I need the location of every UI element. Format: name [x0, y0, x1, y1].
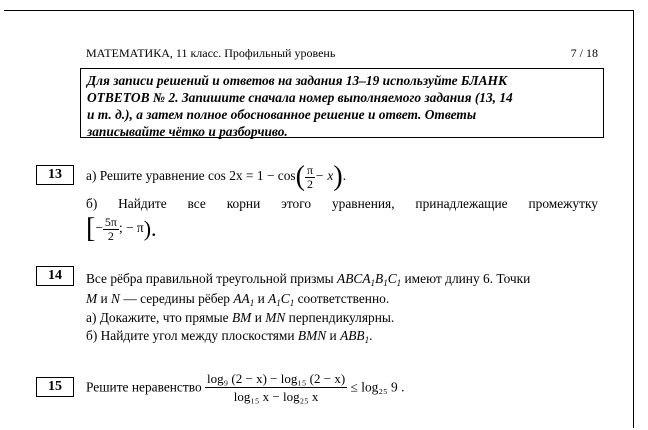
plane-abb1: $ABB_1$ [340, 328, 370, 345]
edge-label: AA [233, 291, 250, 306]
task-number-15: 15 [36, 377, 74, 397]
inequality-rhs: ≤ log₂₅ 9 . [350, 379, 405, 395]
plane-bmn: BMN [297, 328, 327, 343]
paren-close: ). [143, 216, 157, 241]
task-13-a-equation: cos 2x = 1 − cos [208, 168, 296, 184]
page-number: 7 / 18 [570, 46, 598, 60]
text: имеют длину [404, 271, 480, 286]
task-14-part-a [86, 309, 394, 327]
prism-base: ABCA [337, 271, 371, 286]
interval-rest: ; − π [118, 220, 144, 236]
text: и [100, 291, 108, 306]
task-number-13: 13 [36, 165, 74, 185]
inequality-fraction [205, 370, 347, 405]
frac-den: 2 [307, 176, 313, 191]
frac-den: 2 [107, 228, 114, 243]
text: и [329, 328, 337, 343]
task-13-a-rest: − x [315, 168, 334, 184]
task-13-b-interval [86, 215, 598, 243]
plane-label: ABB [340, 328, 365, 343]
task-14-part-b [86, 327, 372, 349]
frac-num: 5π [104, 214, 117, 229]
task-13-a-text: а) Решите уравнение [86, 168, 205, 184]
point-n: N [111, 291, 120, 306]
point-m: M [86, 291, 98, 306]
text: . Точки [489, 271, 531, 286]
text: а) Докажите, что прямые [86, 310, 229, 325]
instructions-box [80, 68, 604, 138]
task-13-part-a [86, 163, 346, 191]
text: . [369, 328, 373, 343]
edge-aa1: $AA_1$ [233, 291, 255, 308]
text: и [254, 310, 262, 325]
task-number-14: 14 [36, 266, 74, 286]
text: перпендикулярны. [288, 310, 395, 325]
edge-a1c1: $A_1C_1$ [268, 291, 295, 308]
line-bm: BM [231, 310, 252, 325]
fraction-5pi-2 [103, 216, 119, 243]
instructions-line: и т. д.), а затем полное обоснованное решение и ответ. Ответы [87, 107, 477, 122]
text: и [257, 291, 265, 306]
minus: − [95, 220, 103, 236]
text: Все рёбра правильной треугольной призмы [86, 271, 334, 286]
task-13-b-text: б) Найдите все корни этого уравнения, принадлежащие промежутку [86, 196, 598, 211]
prism-name: $ABCA_1B_1C_1$ [337, 271, 402, 288]
fraction-pi-2 [305, 164, 315, 191]
instructions-line: записывайте чётко и разборчиво. [87, 124, 288, 139]
task-15-statement [86, 370, 404, 405]
frac-num: π [306, 162, 314, 177]
frac-den: log₁₅ x − log₂₅ x [233, 389, 319, 404]
instructions-line: ОТВЕТОВ № 2. Запишите сначала номер выполняемого задания (13, 14 [87, 90, 513, 105]
bracket-open: [ [86, 213, 96, 244]
task-14-line-1 [86, 270, 530, 292]
frac-num: log₉ (2 − x) − log₁₅ (2 − x) [207, 371, 346, 386]
header-title: МАТЕМАТИКА, 11 класс. Профильный уровень [86, 46, 336, 60]
task-13-part-b [86, 195, 598, 243]
line-mn: MN [265, 310, 286, 325]
edge-label: A [268, 291, 277, 306]
instructions-line: Для записи решений и ответов на задания 13–19 используйте БЛАНК [87, 73, 508, 88]
text: — середины рёбер [123, 291, 230, 306]
text: соответственно. [297, 291, 390, 306]
text: б) Найдите угол между плоскостями [86, 328, 295, 343]
edge-length: 6 [483, 271, 490, 286]
period: . [342, 168, 347, 184]
text: Решите неравенство [86, 379, 202, 395]
paren-close: ) [333, 161, 343, 192]
paren-open: ( [295, 161, 305, 192]
